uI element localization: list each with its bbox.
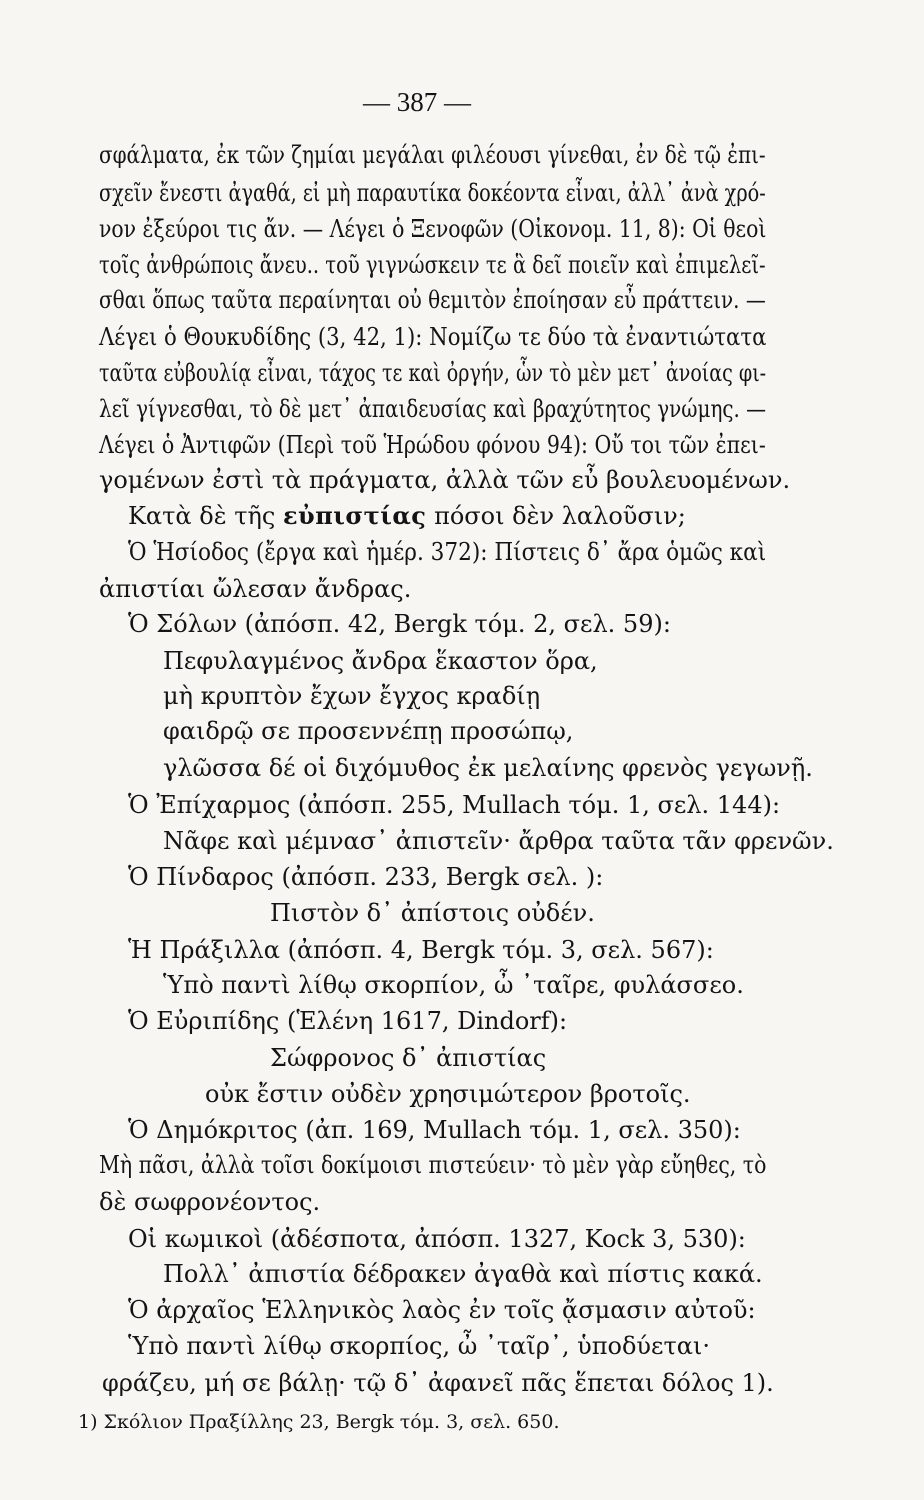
verse-line: Πεφυλαγμένος ἄνδρα ἕκαστον ὅρα, [163, 647, 598, 675]
verse-line: Ὑπὸ παντὶ λίθῳ σκορπίος, ὦ ᾽ταῖρ᾽, ὑποδύεται· [128, 1332, 710, 1360]
citation-line: Ὁ Ἐπίχαρμος (ἀπόσπ. 255, Mullach τόμ. 1, σελ. 144): [128, 791, 781, 819]
verse-line: γλῶσσα δέ οἱ διχόμυθος ἐκ μελαίνης φρενὸς γεγωνῇ. [163, 754, 813, 782]
text-line: γομένων ἐστὶ τὰ πράγματα, ἀλλὰ τῶν εὖ βουλευομένων. [99, 466, 791, 494]
text-segment: Κατὰ δὲ τῆς [128, 502, 276, 530]
text-line: Μὴ πᾶσι, ἀλλὰ τοῖσι δοκίμοισι πιστεύειν· τὸ μὲν γὰρ εὔηθες, τὸ [99, 1151, 767, 1179]
text-line: Ὁ ἀρχαῖος Ἑλληνικὸς λαὸς ἐν τοῖς ᾄσμασιν αὐτοῦ: [128, 1296, 756, 1324]
citation-line: Ὁ Σόλων (ἀπόσπ. 42, Bergk τόμ. 2, σελ. 59): [128, 610, 671, 638]
footnote: 1) Σκόλιον Πραξίλλης 23, Bergk τόμ. 3, σελ. 650. [78, 1411, 560, 1433]
text-line: τοῖς ἀνθρώποις ἄνευ.. τοῦ γιγνώσκειν τε ἃ δεῖ ποιεῖν καὶ ἐπιμελεῖ- [99, 251, 766, 279]
verse-line: μὴ κρυπτὸν ἔχων ἔγχος κραδίῃ [163, 682, 541, 710]
citation-line: Ὁ Δημόκριτος (ἀπ. 169, Mullach τόμ. 1, σελ. 350): [128, 1116, 741, 1144]
verse-line: Ὑπὸ παντὶ λίθῳ σκορπίον, ὦ ᾽ταῖρε, φυλάσσεο. [163, 971, 744, 999]
text-line: Λέγει ὁ Θουκυδίδης (3, 42, 1): Νομίζω τε δύο τὰ ἐναντιώτατα [99, 323, 767, 351]
verse-line: φράζευ, μή σε βάλῃ· τῷ δ᾽ ἀφανεῖ πᾶς ἕπεται δόλος 1). [102, 1369, 774, 1397]
citation-line: Ἡ Πράξιλλα (ἀπόσπ. 4, Bergk τόμ. 3, σελ. 567): [128, 936, 714, 964]
page-number: — 387 — [363, 87, 471, 117]
text-segment: πόσοι δὲν λαλοῦσιν; [434, 502, 686, 530]
citation-line: Ὁ Εὐριπίδης (Ἑλένη 1617, Dindorf): [128, 1007, 568, 1035]
verse-line: οὐκ ἔστιν οὐδὲν χρησιμώτερον βροτοῖς. [205, 1080, 691, 1108]
citation-line: Οἱ κωμικοὶ (ἀδέσποτα, ἀπόσπ. 1327, Kock 3, 530): [128, 1225, 746, 1253]
text-line: σχεῖν ἔνεστι ἀγαθά, εἰ μὴ παραυτίκα δοκέοντα εἶναι, ἀλλ᾽ ἀνὰ χρό- [99, 179, 766, 207]
verse-line: Νᾶφε καὶ μέμνασ᾽ ἀπιστεῖν· ἄρθρα ταῦτα τᾶν φρενῶν. [163, 827, 834, 855]
verse-line: φαιδρῷ σε προσεννέπῃ προσώπῳ, [163, 717, 574, 745]
citation-line: Ὁ Πίνδαρος (ἀπόσπ. 233, Bergk σελ. ): [128, 863, 604, 891]
text-line: σθαι ὅπως ταῦτα περαίνηται οὐ θεμιτὸν ἐποίησαν εὖ πράττειν. — [99, 286, 766, 314]
text-line: ταῦτα εὐβουλίᾳ εἶναι, τάχος τε καὶ ὀργήν, ὧν τὸ μὲν μετ᾽ ἀνοίας φι- [99, 359, 767, 387]
text-line: ἀπιστίαι ὤλεσαν ἄνδρας. [99, 575, 412, 603]
verse-line: Πολλ᾽ ἀπιστία δέδρακεν ἀγαθὰ καὶ πίστις κακά. [163, 1260, 763, 1288]
text-line: Ὁ Ἡσίοδος (ἔργα καὶ ἡμέρ. 372): Πίστεις δ᾽ ἄρα ὁμῶς καὶ [128, 538, 767, 566]
emphasized-word: εὐπιστίας [282, 501, 427, 530]
verse-line: Σώφρονος δ᾽ ἀπιστίας [270, 1044, 547, 1072]
text-line: νον ἐξεύροι τις ἄν. — Λέγει ὁ Ξενοφῶν (Οἰκονομ. 11, 8): Οἱ θεοὶ [99, 215, 767, 243]
text-line: Λέγει ὁ Ἀντιφῶν (Περὶ τοῦ Ἡρώδου φόνου 94): Οὔ τοι τῶν ἐπει- [99, 431, 766, 459]
text-line: λεῖ γίγνεσθαι, τὸ δὲ μετ᾽ ἀπαιδευσίας καὶ βραχύτητος γνώμης. — [99, 395, 767, 423]
verse-line: Πιστὸν δ᾽ ἀπίστοις οὐδέν. [270, 899, 595, 927]
text-line: δὲ σωφρονέοντος. [99, 1188, 321, 1216]
text-line: σφάλματα, ἐκ τῶν ζημίαι μεγάλαι φιλέουσι γίνεθαι, ἐν δὲ τῷ ἐπι- [99, 141, 766, 169]
text-line [128, 501, 686, 531]
